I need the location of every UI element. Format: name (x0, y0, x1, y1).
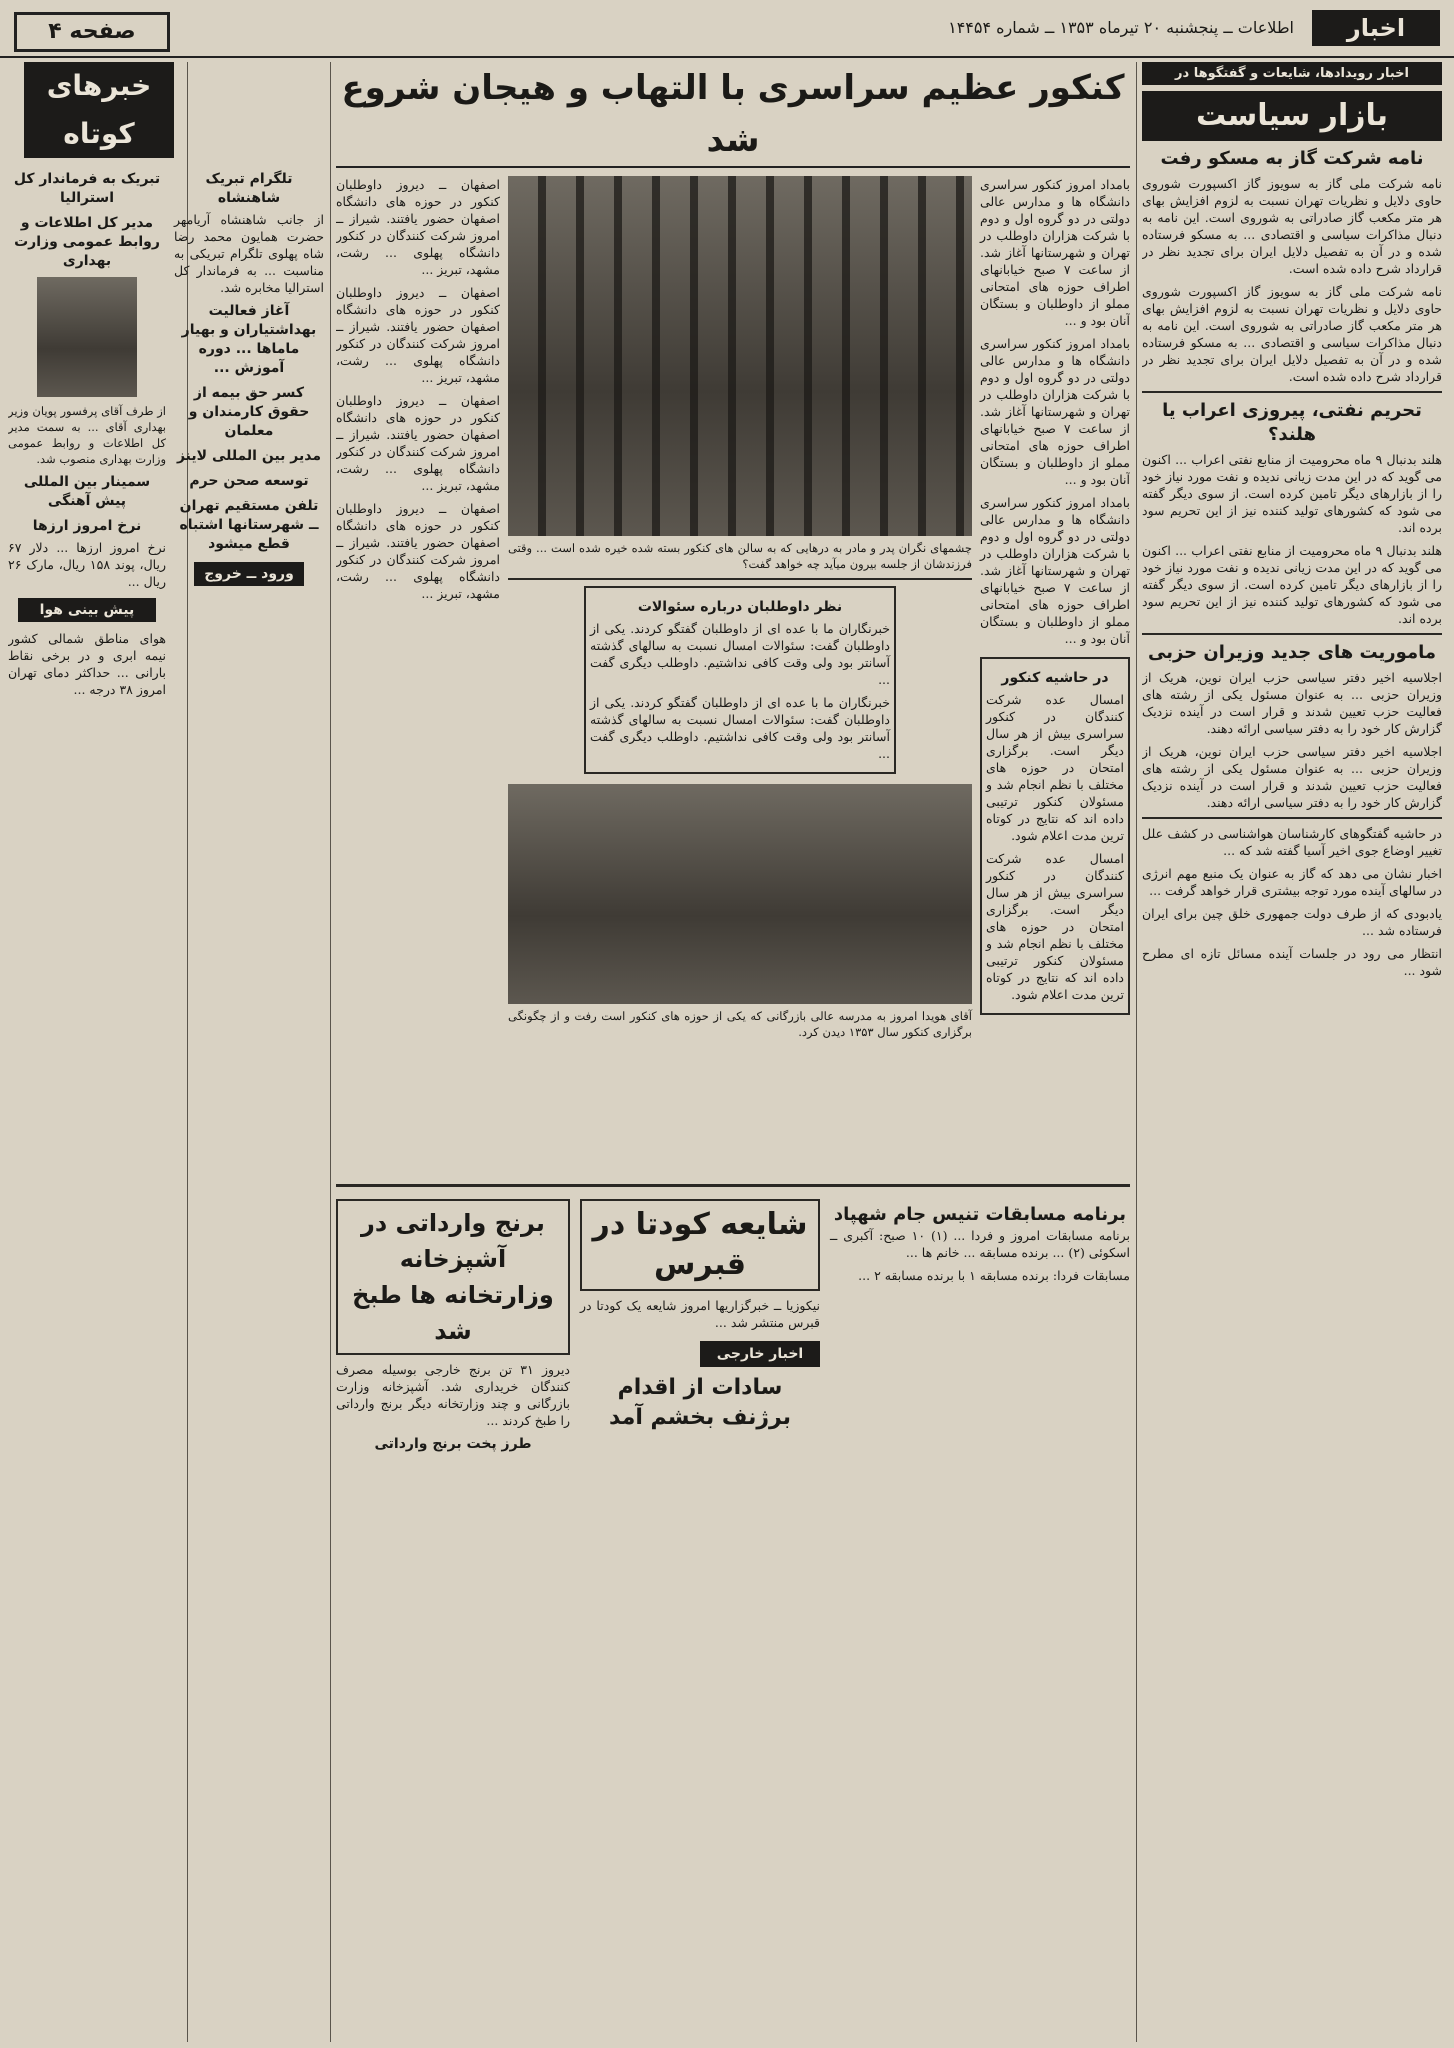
coup-text: نیکوزیا ــ خبرگزاریها امروز شایعه یک کودتا در قبرس منتشر شد ... (580, 1298, 820, 1330)
foreign-news-badge: اخبار خارجی (700, 1341, 820, 1367)
director-title: مدیر کل اطلاعات و روابط عمومی وزارت بهداری (14, 215, 160, 269)
margin-text-cont: امسال عده شرکت کنندگان در کنکور سراسری بیش از هر سال دیگر است. برگزاری امتحان در حوزه های مختلف با نظم انجام شد و مسئولان کنکور ترتیبی داده اند که نتایج در کوتاه ترین مدت اعلام شود. (986, 851, 1124, 1002)
rice-text: دیروز ۳۱ تن برنج خارجی بوسیله مصرف کنندگان خریداری شد. آشپزخانه وزارت بازرگانی و چند وزارتخانه دیگر برنج وارداتی را طبخ کردند ... (336, 1362, 570, 1428)
konkur-lead: بامداد امروز کنکور سراسری دانشگاه ها و مدارس عالی دولتی در دو گروه اول و دوم با شرکت هزاران داوطلب در تهران و شهرستانها آغاز شد. از ساعت ۷ صبح خیابانهای اطراف حوزه های امتحانی مملو از داوطلبان و بستگان آنان بود و ... (980, 177, 1130, 328)
konkur-lead-col (980, 176, 1130, 1015)
margin-box (980, 657, 1130, 1015)
director-caption: از طرف آقای پرفسور پویان وزیر بهداری آقای ... به سمت مدیر کل اطلاعات و روابط عمومی وزارت بهداری منصوب شد. (8, 404, 166, 466)
cities-text-2: اصفهان ــ دیروز داوطلبان کنکور در حوزه های دانشگاه اصفهان حضور یافتند. شیراز ــ امروز شرکت کنندگان در کنکور دانشگاه پهلوی ... رشت، مشهد، تبریز ... (336, 285, 500, 385)
politics-column (1142, 62, 1442, 2042)
gas-article-cont: نامه شرکت ملی گاز به سویوز گاز اکسپورت شوروی حاوی دلایل و نظریات تهران نسبت به لزوم افزایش بهای هر متر مکعب گاز صادراتی به شوروی است. این نامه به دنبال مذاکرات سیاسی و اقتصادی ... به مسکو فرستاده شده و در آن به تفصیل دلایل ایران برای تجدید نظر در قرارداد شرح داده شده است. (1142, 284, 1442, 384)
ministers-headline: ماموریت های جدید وزیران حزبی (1147, 642, 1437, 663)
opinions-box (584, 586, 896, 774)
konkur-cities-col (336, 176, 500, 608)
opinions-text-cont: خبرنگاران ما با عده ای از داوطلبان گفتگو کردند. یکی از داوطلبان گفت: سئوالات امسال نسبت به سالهای گذشته آسانتر بود ولی وقت کافی نداشتیم. داوطلب دیگری گفت ... (590, 695, 890, 761)
short-news-left (8, 164, 166, 704)
oil-headline: تحریم نفتی، پیروزی اعراب یا هلند؟ (1162, 400, 1422, 445)
margin-title: در حاشیه کنکور (1001, 670, 1109, 686)
issue-line: اطلاعات ــ پنجشنبه ۲۰ تیرماه ۱۳۵۳ ــ شماره ۱۴۴۵۴ (948, 18, 1294, 37)
ministers-article-cont: اجلاسیه اخیر دفتر سیاسی حزب ایران نوین، هریک از وزیران حزبی ... به عنوان مسئول یکی از رشته های فعالیت حزب تعیین شدند و قرار است در آینده نزدیک گزارش کار خود را به دفتر سیاسی ارائه دهند. (1142, 744, 1442, 810)
konkur-lead-cont: بامداد امروز کنکور سراسری دانشگاه ها و مدارس عالی دولتی در دو گروه اول و دوم با شرکت هزاران داوطلب در تهران و شهرستانها آغاز شد. از ساعت ۷ صبح خیابانهای اطراف حوزه های امتحانی مملو از داوطلبان و بستگان آنان بود و ... (980, 336, 1130, 487)
weather-badge: پیش بینی هوا (18, 598, 156, 622)
australia-title: تبریک به فرماندار کل استرالیا (13, 171, 161, 206)
short-news-right (174, 164, 324, 594)
hoveyda-caption: آقای هویدا امروز به مدرسه عالی بازرگانی که یکی از حوزه های کنکور است رفت و از چگونگی برگزاری کنکور سال ۱۳۵۳ دیدن کرد. (508, 1009, 972, 1039)
weather-text: هوای مناطق شمالی کشور نیمه ابری و در برخی نقاط بارانی ... حداکثر دمای تهران امروز ۳۸ درجه ... (8, 631, 166, 697)
ministers-article: اجلاسیه اخیر دفتر سیاسی حزب ایران نوین، هریک از وزیران حزبی ... به عنوان مسئول یکی از رشته های فعالیت حزب تعیین شدند و قرار است در آینده نزدیک گزارش کار خود را به دفتر سیاسی ارائه دهند. (1142, 670, 1442, 736)
currency-title: نرخ امروز ارزها (32, 518, 142, 534)
bullet-2: اخبار نشان می دهد که گاز به عنوان یک منبع مهم انرژی در سالهای آینده مورد توجه بیشتری قرار خواهد گرفت ... (1142, 866, 1442, 898)
rice-cooking-title: طرز پخت برنج وارداتی (374, 1436, 532, 1452)
phone-title: تلفن مستقیم تهران ــ شهرستانها اشتباه قطع میشود (179, 498, 319, 552)
bullet-4: انتظار می رود در جلسات آینده مسائل تازه ای مطرح شود ... (1142, 946, 1442, 978)
cities-text: اصفهان ــ دیروز داوطلبان کنکور در حوزه های دانشگاه اصفهان حضور یافتند. شیراز ــ امروز شرکت کنندگان در کنکور دانشگاه پهلوی ... رشت، مشهد، تبریز ... (336, 177, 500, 277)
konkur-lead-cont2: بامداد امروز کنکور سراسری دانشگاه ها و مدارس عالی دولتی در دو گروه اول و دوم با شرکت هزاران داوطلب در تهران و شهرستانها آغاز شد. از ساعت ۷ صبح خیابانهای اطراف حوزه های امتحانی مملو از داوطلبان و بستگان آنان بود و ... (980, 495, 1130, 646)
telegram-title: تلگرام تبریک شاهنشاه (205, 171, 293, 206)
short-news-column (8, 62, 324, 2042)
politics-title: بازار سیاست (1142, 91, 1442, 141)
rice-block (336, 1199, 570, 1457)
tennis-block (830, 1199, 1130, 1290)
health-title: آغاز فعالیت بهداشتیاران و بهیار ماماها ... دوره آموزش ... (181, 303, 317, 376)
cities-text-4: اصفهان ــ دیروز داوطلبان کنکور در حوزه های دانشگاه اصفهان حضور یافتند. شیراز ــ امروز شرکت کنندگان در کنکور دانشگاه پهلوی ... رشت، مشهد، تبریز ... (336, 501, 500, 601)
politics-kicker: اخبار رویدادها، شایعات و گفتگوها در (1142, 62, 1442, 85)
crowd-photo (508, 176, 972, 536)
coup-block (580, 1199, 820, 1437)
cities-text-3: اصفهان ــ دیروز داوطلبان کنکور در حوزه های دانشگاه اصفهان حضور یافتند. شیراز ــ امروز شرکت کنندگان در کنکور دانشگاه پهلوی ... رشت، مشهد، تبریز ... (336, 393, 500, 493)
tennis-text-2: مسابقات فردا: برنده مسابقه ۱ با برنده مسابقه ۲ ... (858, 1268, 1130, 1283)
short-text-1: از جانب شاهنشاه آریامهر حضرت همایون محمد رضا شاه پهلوی تلگرام تبریکی به مناسبت ... به فرماندار کل استرالیا مخابره شد. (174, 212, 324, 295)
margin-text: امسال عده شرکت کنندگان در کنکور سراسری بیش از هر سال دیگر است. برگزاری امتحان در حوزه های مختلف با نظم انجام شد و مسئولان کنکور ترتیبی داده اند که نتایج در کوتاه ترین مدت اعلام شود. (986, 692, 1124, 843)
crowd-caption: چشمهای نگران پدر و مادر به درهایی که به سالن های کنکور بسته شده خیره شده است ... وقتی فرزندشان از جلسه بیرون میآید چه خواهد گفت؟ (508, 541, 972, 571)
masthead (0, 0, 1454, 58)
opinions-title: نظر داوطلبان درباره سئوالات (637, 599, 843, 615)
konkur-headline: کنکور عظیم سراسری با التهاب و هیجان شروع شد (336, 62, 1130, 168)
oil-article-cont: هلند بدنبال ۹ ماه محرومیت از منابع نفتی اعراب ... اکنون می گوید که در این مدت زیانی ندیده و نفت مورد نیاز خود را از بازارهای دیگر تامین کرده است. از سوی دیگر گفته می شود که کشورهای تولید کننده نیز از این تحریم سود برده اند. (1142, 543, 1442, 626)
shrine-title: توسعه صحن حرم (189, 473, 309, 489)
bullet-1: در حاشیه گفتگوهای کارشناسان هواشناسی در کشف علل تغییر اوضاع جوی اخیر آسیا گفته شد که ... (1142, 826, 1442, 858)
rice-headline: برنج وارداتی در آشپزخانه وزارتخانه ها طبخ شد (336, 1199, 570, 1355)
entry-exit-badge: ورود ــ خروج (194, 562, 304, 586)
bullet-3: یادبودی که از طرف دولت جمهوری خلق چین برای ایران فرستاده شد ... (1142, 906, 1442, 938)
gas-article: نامه شرکت ملی گاز به سویوز گاز اکسپورت شوروی حاوی دلایل و نظریات تهران نسبت به لزوم افزایش بهای هر متر مکعب گاز صادراتی به شوروی است. این نامه به دنبال مذاکرات سیاسی و اقتصادی ... به مسکو فرستاده شده و در آن به تفصیل دلایل ایران برای تجدید نظر در قرارداد شرح داده شده است. (1142, 176, 1442, 276)
hoveyda-photo (508, 784, 972, 1004)
insurance-title: کسر حق بیمه از حقوق کارمندان و معلمان (188, 385, 310, 439)
currency-text: نرخ امروز ارزها ... دلار ۶۷ ریال، پوند ۱۵۸ ریال، مارک ۲۶ ریال ... (8, 540, 166, 589)
scouting-title: سمینار بین المللی پیش آهنگی (23, 474, 151, 509)
page-number: صفحه ۴ (14, 12, 170, 52)
director-portrait (37, 277, 137, 397)
lions-title: مدیر بین المللی لاینز (176, 448, 322, 464)
tennis-text: برنامه مسابقات امروز و فردا ... (۱) ۱۰ صبح: آکبری ــ اسکوئی (۲) ... برنده مسابقه ... خانم ها ... (830, 1228, 1130, 1260)
photo-area (508, 176, 972, 1046)
tennis-title: برنامه مسابقات تنیس جام شهپاد (833, 1204, 1127, 1225)
section-label: اخبار (1312, 10, 1440, 46)
oil-article: هلند بدنبال ۹ ماه محرومیت از منابع نفتی اعراب ... اکنون می گوید که در این مدت زیانی ندیده و نفت مورد نیاز خود را از بازارهای دیگر تامین کرده است. از سوی دیگر گفته می شود که کشورهای تولید کننده نیز از این تحریم سود برده اند. (1142, 452, 1442, 535)
coup-headline: شایعه کودتا در قبرس (580, 1199, 820, 1291)
gas-headline: نامه شرکت گاز به مسکو رفت (1160, 148, 1424, 169)
sadat-headline: سادات از اقدام برژنف بخشم آمد (608, 1375, 791, 1430)
opinions-text: خبرنگاران ما با عده ای از داوطلبان گفتگو کردند. یکی از داوطلبان گفت: سئوالات امسال نسبت به سالهای گذشته آسانتر بود ولی وقت کافی نداشتیم. داوطلب دیگری گفت ... (590, 621, 890, 687)
short-news-title: خبرهای کوتاه (24, 62, 174, 158)
konkur-section (336, 62, 1130, 2042)
